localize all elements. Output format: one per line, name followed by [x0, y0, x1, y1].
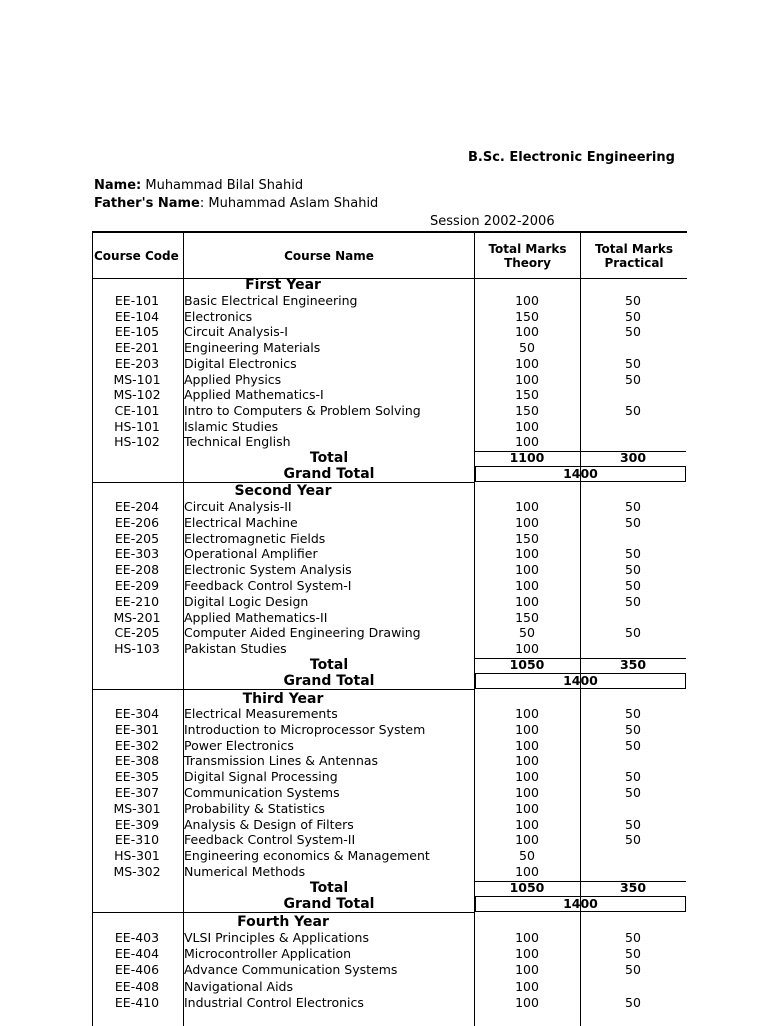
course-row: [92, 738, 686, 754]
course-name: Navigational Aids: [184, 978, 293, 994]
course-name: Circuit Analysis-II: [184, 499, 292, 514]
course-name: Feedback Control System-I: [184, 578, 352, 593]
course-name: Introduction to Microprocessor System: [184, 721, 426, 737]
course-row: [92, 309, 686, 325]
course-code: MS-301: [113, 800, 161, 816]
course-name: Computer Aided Engineering Drawing: [184, 625, 421, 641]
course-row: [92, 515, 686, 531]
total-theory: 1050: [509, 657, 545, 672]
course-code: EE-406: [114, 962, 160, 978]
theory-marks: 100: [515, 434, 539, 450]
theory-marks: 100: [515, 832, 539, 848]
course-name: VLSI Principles & Applications: [184, 930, 369, 945]
course-row: [92, 753, 686, 769]
theory-marks: 100: [515, 641, 539, 657]
course-row: [92, 625, 686, 641]
practical-marks: 50: [625, 946, 641, 962]
course-row: [92, 769, 686, 785]
year-heading: Fourth Year: [237, 914, 329, 930]
course-code: MS-302: [113, 864, 161, 879]
course-name: Analysis & Design of Filters: [184, 816, 354, 832]
theory-marks: 50: [519, 340, 535, 356]
course-code: EE-301: [114, 721, 160, 737]
section-rule: [92, 689, 475, 690]
grand-total-label: Grand Total: [283, 673, 375, 689]
course-code: MS-101: [113, 371, 161, 387]
course-row: [92, 641, 686, 657]
practical-marks: 50: [625, 737, 641, 753]
total-label: Total: [309, 879, 349, 896]
session-text: Session 2002-2006: [430, 214, 555, 229]
course-code: EE-209: [114, 578, 160, 593]
header-practical: Total Marks Practical: [594, 242, 674, 270]
course-row: [92, 610, 686, 626]
course-name: Applied Physics: [184, 371, 282, 387]
total-row: [92, 880, 686, 896]
course-row: [92, 594, 686, 610]
practical-marks: 50: [625, 816, 641, 832]
practical-marks: 50: [625, 785, 641, 800]
course-code: MS-201: [113, 609, 161, 625]
course-name: Transmission Lines & Antennas: [184, 753, 379, 769]
name-value: Muhammad Bilal Shahid: [145, 178, 304, 193]
theory-marks: 100: [515, 864, 539, 879]
theory-marks: 100: [515, 293, 539, 308]
practical-marks: 50: [625, 371, 641, 387]
year-heading: Second Year: [234, 483, 332, 499]
course-name: Pakistan Studies: [184, 641, 287, 657]
course-code: CE-205: [114, 625, 160, 641]
course-code: EE-201: [114, 340, 160, 356]
course-code: EE-408: [114, 978, 160, 994]
total-label: Total: [309, 450, 349, 466]
theory-marks: 150: [515, 387, 539, 403]
course-name: Digital Signal Processing: [184, 769, 338, 785]
total-practical: 350: [619, 879, 647, 895]
course-code: EE-305: [114, 769, 160, 785]
header-course-name: Course Name: [284, 249, 374, 263]
course-row: [92, 817, 686, 833]
grand-total-row: [92, 466, 686, 482]
course-code: EE-205: [114, 530, 160, 546]
course-code: EE-303: [114, 546, 160, 562]
course-row: [92, 531, 686, 547]
practical-marks: 50: [625, 721, 641, 737]
course-row: [92, 706, 686, 722]
course-row: [92, 962, 686, 978]
theory-marks: 100: [515, 753, 539, 769]
theory-marks: 100: [515, 946, 539, 962]
theory-marks: 100: [515, 737, 539, 753]
grand-total-label: Grand Total: [283, 466, 375, 482]
grand-total-value: 1400: [475, 673, 686, 689]
course-row: [92, 340, 686, 356]
course-code: EE-302: [114, 737, 160, 753]
course-code: EE-410: [114, 994, 160, 1010]
course-row: [92, 930, 686, 946]
course-row: [92, 578, 686, 594]
course-row: [92, 434, 686, 450]
practical-marks: 50: [625, 355, 641, 371]
course-name: Probability & Statistics: [184, 800, 325, 816]
course-row: [92, 499, 686, 515]
header-theory: Total Marks Theory: [488, 242, 567, 270]
course-name: Advance Communication Systems: [184, 962, 398, 978]
total-row: [92, 450, 686, 466]
course-row: [92, 848, 686, 864]
theory-marks: 100: [515, 785, 539, 800]
course-code: EE-204: [114, 499, 160, 514]
course-name: Electrical Measurements: [184, 706, 338, 721]
father-value: : Muhammad Aslam Shahid: [199, 196, 379, 211]
course-code: EE-310: [114, 832, 160, 848]
theory-marks: 100: [515, 994, 539, 1010]
course-name: Basic Electrical Engineering: [184, 293, 358, 308]
course-row: [92, 546, 686, 562]
course-name: Engineering economics & Management: [184, 848, 430, 864]
theory-marks: 100: [515, 371, 539, 387]
practical-marks: 50: [625, 324, 641, 340]
course-code: MS-102: [113, 387, 161, 403]
course-name: Digital Electronics: [184, 355, 297, 371]
total-practical: 300: [619, 450, 647, 465]
course-name: Numerical Methods: [184, 864, 306, 879]
course-name: Applied Mathematics-II: [184, 609, 328, 625]
practical-marks: 50: [625, 562, 641, 578]
grand-total-row: [92, 673, 686, 689]
course-row: [92, 293, 686, 309]
theory-marks: 150: [515, 530, 539, 546]
course-row: [92, 722, 686, 738]
student-name: [94, 178, 303, 193]
theory-marks: 100: [515, 562, 539, 578]
theory-marks: 100: [515, 499, 539, 514]
year-heading: First Year: [245, 277, 321, 293]
theory-marks: 100: [515, 546, 539, 562]
course-code: HS-101: [114, 418, 160, 434]
practical-marks: 50: [625, 930, 641, 945]
practical-marks: 50: [625, 514, 641, 530]
course-row: [92, 832, 686, 848]
theory-marks: 150: [515, 402, 539, 418]
practical-marks: 50: [625, 832, 641, 848]
course-row: [92, 785, 686, 801]
practical-marks: 50: [625, 402, 641, 418]
course-row: [92, 419, 686, 435]
grand-total-value: 1400: [475, 466, 686, 482]
course-name: Technical English: [184, 434, 291, 450]
theory-marks: 100: [515, 355, 539, 371]
practical-marks: 50: [625, 546, 641, 562]
theory-marks: 50: [519, 848, 535, 864]
grand-total-row: [92, 896, 686, 912]
practical-marks: 50: [625, 706, 641, 721]
theory-marks: 100: [515, 578, 539, 593]
theory-marks: 100: [515, 769, 539, 785]
practical-marks: 50: [625, 308, 641, 324]
course-name: Microcontroller Application: [184, 946, 352, 962]
course-name: Digital Logic Design: [184, 593, 309, 609]
theory-marks: 100: [515, 514, 539, 530]
course-code: EE-203: [114, 355, 160, 371]
course-name: Intro to Computers & Problem Solving: [184, 402, 421, 418]
total-theory: 1100: [509, 450, 545, 465]
course-name: Industrial Control Electronics: [184, 994, 364, 1010]
theory-marks: 100: [515, 324, 539, 340]
practical-marks: 50: [625, 994, 641, 1010]
course-row: [92, 562, 686, 578]
course-code: EE-206: [114, 514, 160, 530]
course-code: EE-308: [114, 753, 160, 769]
course-code: HS-103: [114, 641, 160, 657]
course-name: Electromagnetic Fields: [184, 530, 326, 546]
course-code: EE-309: [114, 816, 160, 832]
name-label: Name:: [94, 178, 142, 193]
course-name: Electrical Machine: [184, 514, 298, 530]
theory-marks: 150: [515, 609, 539, 625]
practical-marks: 50: [625, 962, 641, 978]
course-name: Communication Systems: [184, 785, 340, 800]
course-name: Electronic System Analysis: [184, 562, 352, 578]
total-label: Total: [309, 657, 349, 673]
practical-marks: 50: [625, 625, 641, 641]
theory-marks: 50: [519, 625, 535, 641]
course-name: Power Electronics: [184, 737, 294, 753]
total-theory: 1050: [509, 879, 545, 895]
course-row: [92, 387, 686, 403]
course-code: EE-304: [114, 706, 160, 721]
course-code: EE-105: [114, 324, 160, 340]
course-code: EE-307: [114, 785, 160, 800]
practical-marks: 50: [625, 769, 641, 785]
course-row: [92, 801, 686, 817]
course-code: EE-104: [114, 308, 160, 324]
total-row: [92, 657, 686, 673]
practical-marks: 50: [625, 578, 641, 593]
course-code: HS-102: [114, 434, 160, 450]
theory-marks: 100: [515, 721, 539, 737]
theory-marks: 100: [515, 930, 539, 945]
section-rule: [92, 912, 475, 913]
theory-marks: 100: [515, 816, 539, 832]
course-code: EE-404: [114, 946, 160, 962]
course-name: Circuit Analysis-I: [184, 324, 288, 340]
course-name: Feedback Control System-II: [184, 832, 356, 848]
course-name: Engineering Materials: [184, 340, 321, 356]
course-name: Applied Mathematics-I: [184, 387, 324, 403]
theory-marks: 100: [515, 800, 539, 816]
theory-marks: 100: [515, 706, 539, 721]
practical-marks: 50: [625, 593, 641, 609]
theory-marks: 100: [515, 418, 539, 434]
course-code: EE-403: [114, 930, 160, 945]
course-code: EE-208: [114, 562, 160, 578]
father-name: [94, 196, 378, 211]
course-code: EE-101: [114, 293, 160, 308]
course-code: EE-210: [114, 593, 160, 609]
header-course-code: Course Code: [94, 249, 179, 263]
course-row: [92, 403, 686, 419]
grand-total-value: 1400: [475, 896, 686, 912]
course-row: [92, 372, 686, 388]
document-title: B.Sc. Electronic Engineering: [468, 150, 675, 165]
course-name: Electronics: [184, 308, 253, 324]
course-row: [92, 946, 686, 962]
practical-marks: 50: [625, 293, 641, 308]
course-row: [92, 995, 686, 1011]
course-row: [92, 979, 686, 995]
course-row: [92, 324, 686, 340]
course-row: [92, 356, 686, 372]
course-name: Operational Amplifier: [184, 546, 318, 562]
practical-marks: 50: [625, 499, 641, 514]
course-code: CE-101: [114, 402, 160, 418]
theory-marks: 100: [515, 593, 539, 609]
theory-marks: 100: [515, 978, 539, 994]
course-row: [92, 864, 686, 880]
theory-marks: 150: [515, 308, 539, 324]
grand-total-label: Grand Total: [283, 895, 375, 912]
course-code: HS-301: [114, 848, 160, 864]
year-heading: Third Year: [242, 691, 324, 707]
total-practical: 350: [619, 657, 647, 672]
course-name: Islamic Studies: [184, 418, 279, 434]
theory-marks: 100: [515, 962, 539, 978]
father-label: Father's Name: [94, 196, 200, 211]
